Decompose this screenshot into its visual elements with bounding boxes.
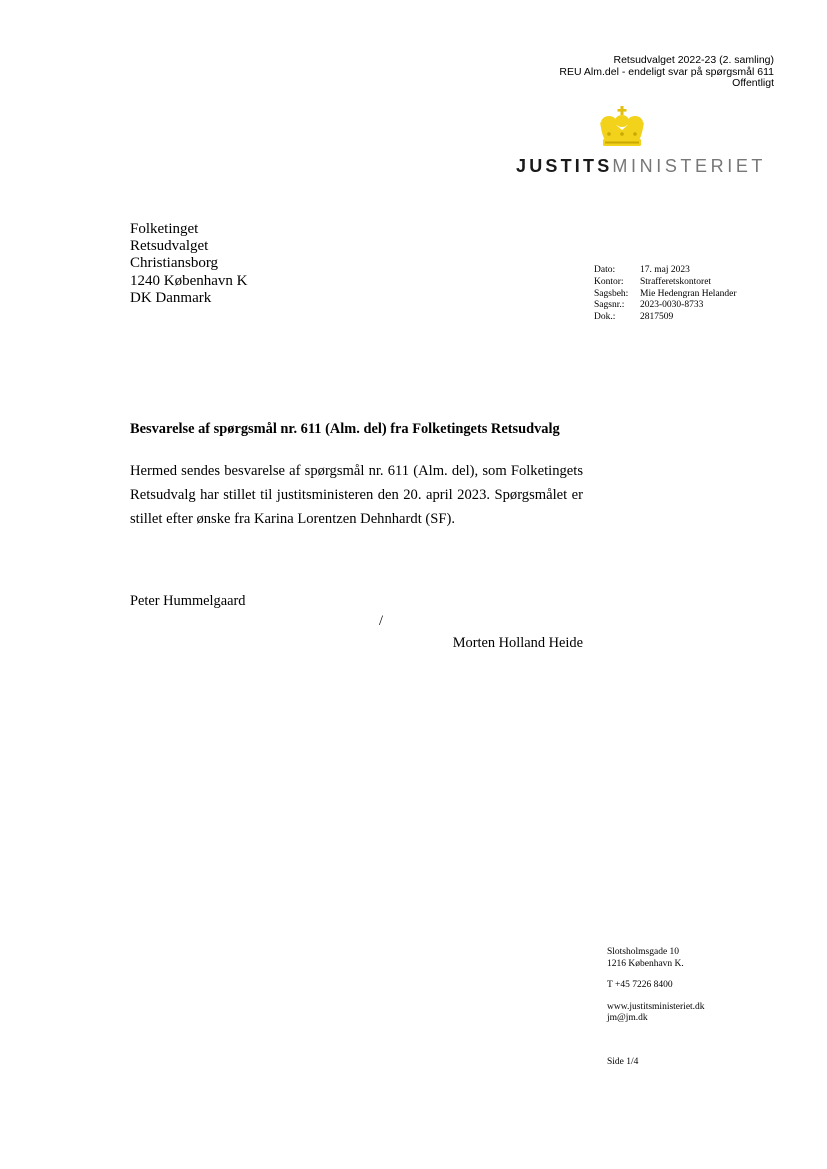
signature-separator: /	[379, 613, 383, 629]
meta-row-document	[594, 312, 737, 324]
website-link: www.justitsministeriet.dk	[607, 1001, 705, 1012]
meta-value: 17. maj 2023	[640, 265, 690, 275]
signature-official: Morten Holland Heide	[452, 635, 583, 651]
ministry-contact	[607, 947, 705, 1025]
stamp-line-1: Retsudvalget 2022-23 (2. samling)	[613, 54, 774, 66]
meta-key: Dok.:	[594, 312, 616, 323]
logo-bold-text: JUSTITS	[516, 156, 613, 176]
phone-number: T +45 7226 8400	[607, 980, 673, 990]
meta-value: 2023-0030-8733	[640, 300, 704, 311]
meta-row-handler	[594, 289, 737, 301]
email-address: jm@jm.dk	[607, 1013, 648, 1023]
meta-key: Sagsnr.:	[594, 300, 625, 311]
address-line: Slotsholmsgade 10	[607, 947, 680, 957]
crown-icon	[596, 106, 648, 148]
recipient-line: Folketinget	[130, 221, 199, 237]
recipient-address	[130, 221, 247, 307]
recipient-line: Christiansborg	[130, 255, 219, 272]
letter-subject: Besvarelse af spørgsmål nr. 611 (Alm. del) fra Folketingets Retsudvalg	[130, 421, 560, 437]
signature-minister: Peter Hummelgaard	[130, 593, 246, 609]
logo-light-text: MINISTERIET	[612, 156, 767, 176]
stamp-line-2: REU Alm.del - endeligt svar på spørgsmål 611	[559, 65, 774, 78]
meta-row-date	[594, 265, 737, 277]
recipient-line: 1240 København K	[130, 272, 248, 289]
ministry-logo	[516, 156, 766, 177]
recipient-line: DK Danmark	[130, 289, 212, 306]
meta-value: Mie Hedengran Helander	[640, 288, 737, 299]
meta-row-office	[594, 277, 737, 289]
stamp-line-3: Offentligt	[732, 77, 774, 89]
meta-value: Strafferetskontoret	[640, 276, 712, 287]
letter-body: Hermed sendes besvarelse af spørgsmål nr. 611 (Alm. del), som Folketingets Retsudvalg har stillet til justitsministeren den 20. april 2023. Spørgsmålet er stillet efter ønske fra Karina Lorentzen Dehnhardt (SF).	[130, 463, 583, 527]
meta-key: Dato:	[594, 265, 616, 275]
page-number: Side 1/4	[607, 1057, 639, 1067]
meta-value: 2817509	[640, 312, 674, 323]
meta-key: Kontor:	[594, 276, 624, 287]
recipient-line: Retsudvalget	[130, 238, 209, 255]
address-line: 1216 København K.	[607, 958, 684, 969]
document-stamp	[559, 55, 774, 90]
case-metadata	[594, 265, 737, 324]
meta-key: Sagsbeh:	[594, 288, 629, 299]
meta-row-case-number	[594, 300, 737, 312]
